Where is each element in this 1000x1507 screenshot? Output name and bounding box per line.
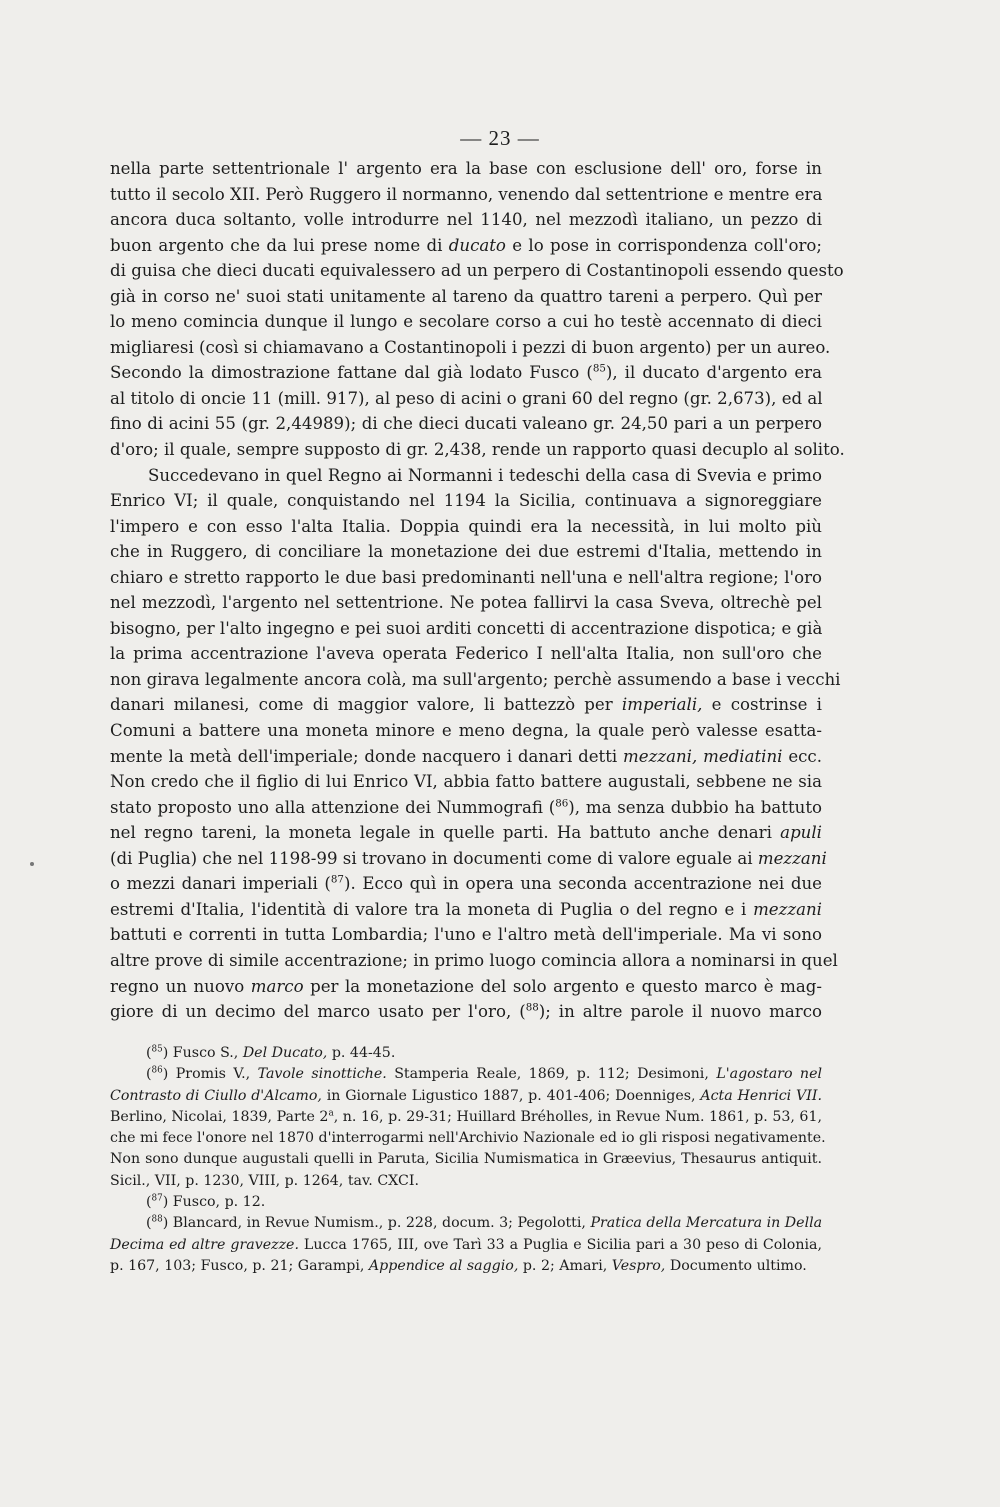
- footnote-86: ($^{86}$) Promis V., Tavole sinottiche. Stamperia Reale, 1869, p. 112; Desimoni, L'agostaro nel: [146, 1065, 822, 1083]
- text-line: ancora duca soltanto, volle introdurre nel 1140, nel mezzodì italiano, un pezzo di: [110, 210, 822, 230]
- footnote-line: Sicil., VII, p. 1230, VIII, p. 1264, tav. CXCI.: [110, 1172, 419, 1189]
- footnote-ref: 87: [330, 873, 344, 886]
- italic-term: mezzani,: [623, 746, 698, 766]
- text-line: estremi d'Italia, l'identità di valore tra la moneta di Puglia o del regno e i mezzani: [110, 899, 822, 919]
- text-line: fino di acini 55 (gr. 2,44989); di che dieci ducati valeano gr. 24,50 pari a un perpero: [110, 414, 822, 434]
- text-line: l'impero e con esso l'alta Italia. Doppia quindi era la necessità, in lui molto più: [110, 516, 822, 536]
- footnote-87: ($^{87}$) Fusco, p. 12.: [146, 1193, 266, 1211]
- text-line: o mezzi danari imperiali ($^{87}$). Ecco quì in opera una seconda accentrazione nei due: [110, 873, 822, 894]
- page-speck: [30, 862, 34, 866]
- text-line: altre prove di simile accentrazione; in primo luogo comincia allora a nominarsi in quel: [110, 950, 838, 970]
- text-line: Enrico VI; il quale, conquistando nel 1194 la Sicilia, continuava a signoreggiare: [110, 491, 822, 511]
- body-text: [110, 156, 845, 1025]
- text-line: danari milanesi, come di maggior valore, li battezzò per imperiali, e costrinse i: [110, 695, 822, 715]
- footnote-ref: 85: [592, 362, 606, 375]
- footnote-85: ($^{85}$) Fusco S., Del Ducato, p. 44-45.: [146, 1044, 396, 1061]
- text-line: giore di un decimo del marco usato per l'oro, ($^{88}$); in altre parole il nuovo marco: [110, 1001, 822, 1022]
- page-number: — 23 —: [460, 126, 540, 150]
- text-line: bisogno, per l'alto ingegno e pei suoi arditi concetti di accentrazione dispotica; e già: [110, 618, 823, 638]
- text-line: tutto il secolo XII. Però Ruggero il normanno, venendo dal settentrione e mentre era: [110, 184, 823, 204]
- text-line: di guisa che dieci ducati equivalessero ad un perpero di Costantinopoli essendo questo: [110, 261, 844, 281]
- text-line: nel regno tareni, la moneta legale in quelle parti. Ha battuto anche denari apuli: [110, 823, 822, 843]
- text-line: nel mezzodì, l'argento nel settentrione. Ne potea fallirvi la casa Sveva, oltrechè pel: [110, 593, 822, 613]
- italic-term: marco: [250, 976, 304, 996]
- footnote-number: 85: [151, 1044, 163, 1055]
- text-line: che in Ruggero, di conciliare la monetazione dei due estremi d'Italia, mettendo in: [110, 542, 822, 562]
- italic-term: ducato: [448, 235, 506, 255]
- text-line: nella parte settentrionale l' argento era la base con esclusione dell' oro, forse in: [110, 159, 822, 178]
- text-line: d'oro; il quale, sempre supposto di gr. 2,438, rende un rapporto quasi decuplo al solito.: [110, 440, 845, 460]
- footnote-number: 87: [151, 1193, 163, 1204]
- italic-term: imperiali,: [621, 695, 703, 715]
- text-line: buon argento che da lui prese nome di ducato e lo pose in corrispondenza coll'oro;: [110, 235, 822, 255]
- footnote-line: Berlino, Nicolai, 1839, Parte 2$^a$, n. 16, p. 29-31; Huillard Bréholles, in Revue Num. 1861, p. 53, 61,: [110, 1108, 822, 1125]
- text-line: regno un nuovo marco per la monetazione del solo argento e questo marco è mag-: [110, 976, 823, 996]
- text-line: Secondo la dimostrazione fattane dal già lodato Fusco ($^{85}$), il ducato d'argento era: [110, 362, 822, 383]
- footnote-line: che mi fece l'onore nel 1870 d'interrogarmi nell'Archivio Nazionale ed io gli risposi negativamente.: [110, 1130, 826, 1147]
- text-line: battuti e correnti in tutta Lombardia; l'uno e l'altro metà dell'imperiale. Ma vi sono: [110, 925, 822, 945]
- text-line: stato proposto uno alla attenzione dei Nummografi ($^{86}$), ma senza dubbio ha battuto: [110, 797, 822, 817]
- text-line: chiaro e stretto rapporto le due basi predominanti nell'una e nell'altra regione; l'oro: [110, 567, 822, 587]
- text-line: la prima accentrazione l'aveva operata Federico I nell'alta Italia, non sull'oro che: [110, 644, 822, 664]
- footnote-88: ($^{88}$) Blancard, in Revue Numism., p. 228, docum. 3; Pegolotti, Pratica della Mercatura in Della: [146, 1214, 823, 1232]
- text-line: non girava legalmente ancora colà, ma sull'argento; perchè assumendo a base i vecchi: [110, 669, 841, 689]
- text-line: Non credo che il figlio di lui Enrico VI, abbia fatto battere augustali, sebbene ne sia: [110, 772, 822, 792]
- text-line: migliaresi (così si chiamavano a Costantinopoli i pezzi di buon argento) per un aureo.: [110, 337, 831, 357]
- footnote-line: Contrasto di Ciullo d'Alcamo, in Giornale Ligustico 1887, p. 401-406; Doenniges, Acta Henrici VII.: [110, 1087, 822, 1104]
- footnote-number: 88: [151, 1214, 163, 1225]
- italic-term: apuli: [780, 823, 822, 843]
- italic-term: mezzani: [757, 848, 827, 868]
- footnote-ref: 86: [555, 797, 569, 810]
- text-line: mente la metà dell'imperiale; donde nacquero i danari detti mezzani, mediatini ecc.: [110, 746, 822, 766]
- italic-term: mezzani: [753, 899, 822, 919]
- footnote-line: Non sono dunque augustali quelli in Paruta, Sicilia Numismatica in Græevius, Thesaurus antiquit.: [110, 1151, 822, 1168]
- footnotes: [110, 1043, 826, 1277]
- footnote-ref: 88: [525, 1001, 539, 1014]
- text-line: lo meno comincia dunque il lungo e secolare corso a cui ho testè accennato di dieci: [110, 312, 822, 332]
- italic-term: mediatini: [703, 746, 783, 766]
- text-line: Succedevano in quel Regno ai Normanni i tedeschi della casa di Svevia e primo: [148, 465, 822, 485]
- text-line: (di Puglia) che nel 1198-99 si trovano in documenti come di valore eguale ai mezzani: [110, 848, 827, 868]
- footnote-line: Decima ed altre gravezze. Lucca 1765, III, ove Tarì 33 a Puglia e Sicilia pari a 30 peso di Colonia,: [110, 1236, 822, 1253]
- footnote-line: p. 167, 103; Fusco, p. 21; Garampi, Appendice al saggio, p. 2; Amari, Vespro, Documento ultimo.: [110, 1257, 807, 1274]
- footnote-number: 86: [151, 1065, 163, 1076]
- text-line: Comuni a battere una moneta minore e meno degna, la quale però valesse esatta-: [110, 721, 822, 741]
- text-line: già in corso ne' suoi stati unitamente al tareno da quattro tareni a perpero. Quì per: [110, 286, 822, 306]
- text-line: al titolo di oncie 11 (mill. 917), al peso di acini o grani 60 del regno (gr. 2,673), ed al: [110, 388, 823, 408]
